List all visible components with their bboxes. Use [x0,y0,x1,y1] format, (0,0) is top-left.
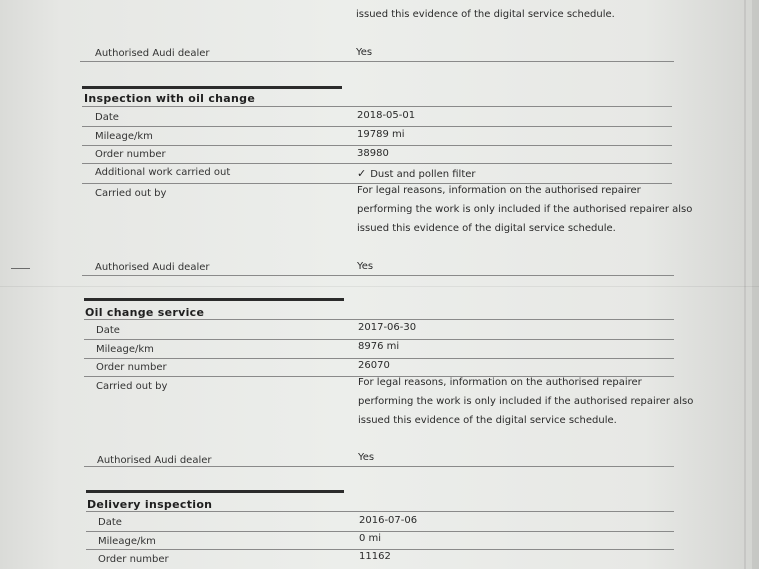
dealer-label: Authorised Audi dealer [95,48,210,59]
row-divider [84,339,674,340]
section-bar [84,298,344,301]
additional-work-text: Dust and pollen filter [370,169,476,180]
cut-off-note-line [356,0,691,1]
date-label: Date [95,112,119,123]
carried-out-line-1: For legal reasons, information on the authorised repairer [357,185,641,196]
row-divider [86,531,674,532]
carried-out-line-3: issued this evidence of the digital service schedule. [358,415,617,426]
dealer-value: Yes [356,47,373,58]
order-number-value: 26070 [358,360,390,371]
margin-mark [11,268,30,269]
paper-fold-horizontal [0,286,759,287]
section-title-oil-change: Oil change service [85,306,205,319]
row-divider [82,183,672,184]
mileage-value: 8976 mi [358,341,400,352]
dealer-value: Yes [358,452,375,463]
mileage-label: Mileage/km [98,536,156,547]
carried-out-line-2: performing the work is only included if the authorised repairer also [358,396,694,407]
date-value: 2016-07-06 [359,515,418,526]
carried-out-by-label: Carried out by [95,188,167,199]
paper-fold-vertical [744,0,746,569]
checkmark-icon: ✓ [357,167,367,180]
carried-out-by-label: Carried out by [96,381,168,392]
section-bar [86,490,344,493]
order-number-label: Order number [98,554,169,565]
order-number-value: 11162 [359,551,391,562]
mileage-value: 19789 mi [357,129,405,140]
order-number-label: Order number [95,149,166,160]
section-title-delivery: Delivery inspection [87,498,213,511]
note-tail: issued this evidence of the digital service schedule. [356,9,615,20]
additional-work-value [357,167,476,180]
row-divider [86,511,674,512]
row-divider [82,163,672,164]
dealer-label: Authorised Audi dealer [97,455,212,466]
section-bar [82,86,342,89]
section-title-inspection: Inspection with oil change [84,92,256,105]
row-divider [82,275,674,276]
mileage-value: 0 mi [359,533,382,544]
date-label: Date [96,325,120,336]
paper-edge-shadow [752,0,759,569]
row-divider [80,61,674,62]
row-divider [82,106,672,107]
date-value: 2018-05-01 [357,110,416,121]
row-divider [84,358,674,359]
date-value: 2017-06-30 [358,322,417,333]
dealer-label: Authorised Audi dealer [95,262,210,273]
carried-out-line-2: performing the work is only included if the authorised repairer also [357,204,693,215]
row-divider [84,466,674,467]
date-label: Date [98,517,122,528]
row-divider [86,549,674,550]
additional-work-label: Additional work carried out [95,167,231,178]
mileage-label: Mileage/km [96,344,154,355]
order-number-label: Order number [96,362,167,373]
carried-out-line-1: For legal reasons, information on the authorised repairer [358,377,642,388]
carried-out-line-3: issued this evidence of the digital service schedule. [357,223,616,234]
order-number-value: 38980 [357,148,389,159]
row-divider [82,145,672,146]
row-divider [82,126,672,127]
mileage-label: Mileage/km [95,131,153,142]
dealer-value: Yes [357,261,374,272]
row-divider [84,319,674,320]
